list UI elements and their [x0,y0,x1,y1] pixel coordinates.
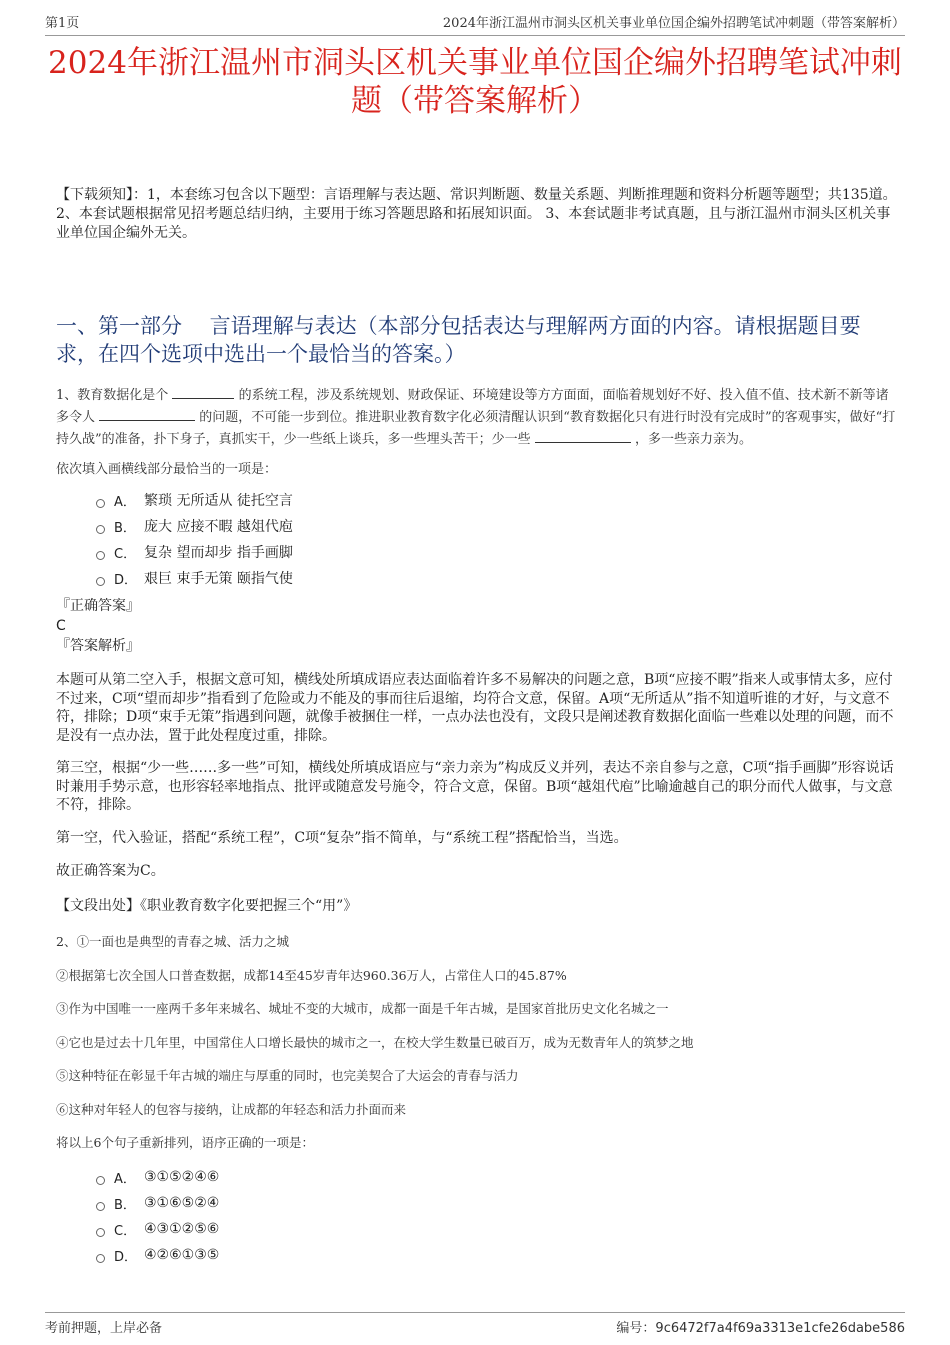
section-heading: 一、第一部分 言语理解与表达（本部分包括表达与理解两方面的内容。请根据题目要求，在四个选项中选出一个最恰当的答案。） [56,314,861,366]
q1-text-1: 1、教育数据化是个 [56,388,169,403]
q2-sentence-4: ④它也是过去十几年里，中国常住人口增长最快的城市之一，在校大学生数量已破百万，成为无数青年人的筑梦之地 [56,1035,694,1050]
analysis-paragraph-4: 故正确答案为C。 [56,863,165,879]
code-label: 编号： [616,1321,656,1336]
fill-blank-3 [535,428,631,443]
q2-option-a[interactable]: A． ③①⑤②④⑥ [96,1164,219,1190]
question-1-stem [56,384,898,450]
q1-answer-block [56,596,140,656]
radio-icon[interactable] [96,525,105,534]
radio-icon[interactable] [96,1176,105,1185]
q2-sentence-2: ②根据第七次全国人口普查数据，成都14至45岁青年达960.36万人，占常住人口的45.87% [56,968,567,983]
q1-options [96,487,293,591]
radio-icon[interactable] [96,499,105,508]
q2-option-c[interactable]: C． ④③①②⑤⑥ [96,1216,219,1242]
q2-option-d[interactable]: D． ④②⑥①③⑤ [96,1242,219,1268]
radio-icon[interactable] [96,1254,105,1263]
page-footer [45,1312,905,1336]
q2-instruction: 将以上6个句子重新排列，语序正确的一项是： [56,1135,314,1150]
fill-blank-1 [172,384,234,399]
q2-sentence-3: ③作为中国唯一一座两千多年来城名、城址不变的大城市，成都一面是千年古城，是国家首批历史文化名城之一 [56,1001,669,1016]
footer-slogan: 考前押题，上岸必备 [45,1321,163,1336]
q2-sentence-1: 2、①一面也是典型的青春之城、活力之城 [56,934,289,949]
q1-text-4: ，多一些亲力亲为。 [634,432,752,447]
q2-options [96,1164,219,1268]
header-doc-title: 2024年浙江温州市洞头区机关事业单位国企编外招聘笔试冲刺题（带答案解析） [442,16,905,31]
page-header [45,12,905,36]
document-title [40,44,910,120]
q1-option-b[interactable]: B． 庞大 应接不暇 越俎代庖 [96,513,293,539]
title-line-2: 题（带答案解析） [351,83,599,119]
q1-instruction: 依次填入画横线部分最恰当的一项是： [56,462,278,477]
code-value: 9c6472f7a4f69a3313e1cfe26dabe586 [655,1321,905,1336]
download-notice: 【下载须知】：1，本套练习包含以下题型：言语理解与表达题、常识判断题、数量关系题、判断推理题和资料分析题等题型；共135道。 2、本套试题根据常见招考题总结归纳，主要用于练习答题思路和拓展知识面。 3、本套试题非考试真题，且与浙江温州市洞头区机关事业单位国企编外无关。 [56,187,897,241]
q1-text-3: 的问题，不可能一步到位。推进职业教育数字化必须清醒认识到“教育数据化只有进行时没有完成时”的客观事实，做好“打持久战”的准备，扑下身子，真抓实干，少一些纸上谈兵，多一些埋头苦干；少一些 [56,410,896,447]
analysis-paragraph-2: 第三空，根据“少一些……多一些”可知，横线处所填成语应与“亲力亲为”构成反义并列，表达不亲自参与之意，C项“指手画脚”形容说话时兼用手势示意，也形容轻率地指点、批评或随意发号施令，符合文意，保留。B项“越俎代庖”比喻逾越自己的职分而代人做事，与文意不符，排除。 [56,760,894,813]
analysis-paragraph-3: 第一空，代入验证，搭配“系统工程”，C项“复杂”指不简单，与“系统工程”搭配恰当，当选。 [56,830,628,846]
analysis-paragraph-1: 本题可从第二空入手，根据文意可知，横线处所填成语应表达面临着许多不易解决的问题之意，B项“应接不暇”指来人或事情太多，应付不过来，C项“望而却步”指看到了危险或力不能及的事而往后退缩，均符合文意，保留。A项“无所适从”指不知道听谁的才好，与文意不符，排除；D项“束手无策”指遇到问题，就像手被捆住一样，一点办法也没有，文段只是阐述教育数据化面临一些难以处理的问题，而不是没有一点办法，置于此处程度过重，排除。 [56,672,894,744]
radio-icon[interactable] [96,577,105,586]
radio-icon[interactable] [96,1202,105,1211]
q1-option-a[interactable]: A． 繁琐 无所适从 徒托空言 [96,487,293,513]
analysis-label: 『答案解析』 [56,638,140,654]
fill-blank-2 [99,406,195,421]
source-citation: 【文段出处】《职业教育数字化要把握三个“用”》 [56,898,358,914]
title-line-1: 2024年浙江温州市洞头区机关事业单位国企编外招聘笔试冲刺 [48,45,902,81]
q2-option-b[interactable]: B． ③①⑥⑤②④ [96,1190,219,1216]
q1-text-2: 的系统工程，涉及系统规划、财政保证、环境建设等方方面面，面临着规划好不好、投入值不值、技术新不新等诸多令人 [56,388,889,425]
correct-answer: C [56,618,66,634]
radio-icon[interactable] [96,551,105,560]
q1-option-d[interactable]: D． 艰巨 束手无策 颐指气使 [96,565,293,591]
q1-option-c[interactable]: C． 复杂 望而却步 指手画脚 [96,539,293,565]
page-number: 第1页 [45,16,80,31]
q2-sentence-6: ⑥这种对年轻人的包容与接纳，让成都的年轻态和活力扑面而来 [56,1102,407,1117]
answer-label: 『正确答案』 [56,598,140,614]
document-code [616,1317,905,1336]
radio-icon[interactable] [96,1228,105,1237]
q2-sentence-5: ⑤这种特征在彰显千年古城的端庄与厚重的同时，也完美契合了大运会的青春与活力 [56,1068,519,1083]
